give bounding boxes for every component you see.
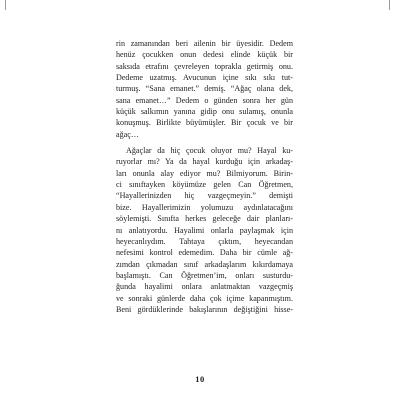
text-line: zımdan çıkmadan sınıf arkadaşlarım kıkırdamaya: [116, 259, 293, 269]
text-line: saksıda etrafını çevreleyen toprakla getirmiş onu.: [116, 61, 293, 71]
text-line: ları onunla alay ediyor mu? Bilmiyorum. Birin-: [116, 168, 293, 178]
text-line: küçük salkımın yanına gidip onu sulamış, onunla: [116, 107, 293, 117]
text-line: ruyorlar mı? Ya da hayal kurduğu için arkadaş-: [116, 157, 293, 167]
text-line: başlamıştı. Can Öğretmen’im, onları susturdu-: [116, 270, 293, 280]
text-line: ve sonraki günlerde daha çok içime kapanmıştım.: [116, 293, 293, 303]
text-line: bize. Hayallerimizin yolumuzu aydınlatacağını: [116, 202, 293, 212]
text-line: sana emanet…” Dedem o günden sonra her gün: [116, 95, 293, 105]
text-line: ağaç…: [116, 129, 139, 139]
text-line: heyecanlıydım. Tahtaya çıktım, heyecandan: [116, 236, 293, 246]
text-line: nı anlatıyordu. Hayalimi onlarla paylaşmak için: [116, 225, 293, 235]
text-line: Ağaçlar da hiç çocuk oluyor mu? Hayal ku-: [126, 146, 293, 156]
text-line: Dedeme uzatmış. Avucunun içine sıkı sıkı tut-: [116, 73, 293, 83]
text-line: konuşmuş. Birlikte büyümüşler. Bir çocuk ve bir: [116, 118, 293, 128]
text-line: ğunda hayalimi onlara anlatmaktan vazgeçmiş: [116, 282, 293, 292]
paragraph-1: [116, 38, 293, 140]
text-line: söylemişti. Sınıfta herkes geleceğe dair planları-: [116, 214, 293, 224]
text-line: henüz çocukken onun dedesi elinde küçük bir: [116, 50, 293, 60]
text-line: nefesimi kontrol edemedim. Daha bir cümle ağ-: [116, 248, 293, 258]
text-line: “Hayallerinizden hiç vazgeçmeyin.” demişti: [116, 191, 293, 201]
crop-mark-right: [389, 0, 390, 10]
paragraph-2: [116, 145, 293, 315]
text-line: Beni gördüklerinde bakışlarının değiştiğini hisse-: [116, 304, 293, 314]
text-line: ci sınıftayken köyümüze gelen Can Öğretmen,: [116, 180, 293, 190]
body-text: [116, 38, 293, 315]
text-line: turmuş. “Sana emanet.” demiş. “Ağaç olana dek,: [116, 84, 293, 94]
page-number: 10: [195, 374, 205, 384]
text-line: rin zamanından beri ailenin bir üyesidir. Dedem: [116, 39, 293, 48]
crop-mark-left: [5, 0, 6, 10]
